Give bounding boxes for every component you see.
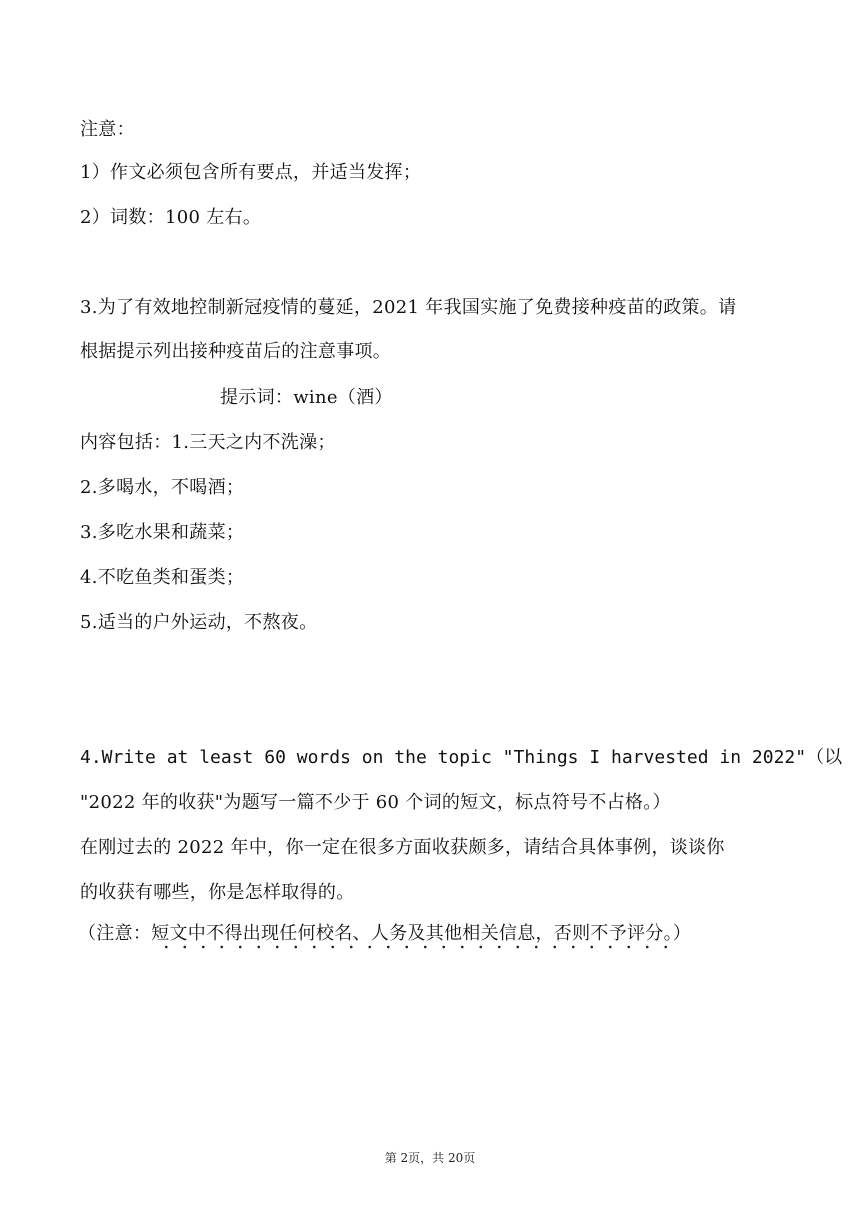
question3-hint: 提示词：wine（酒） — [220, 387, 393, 408]
page-footer: 第 2页，共 20页 — [384, 1151, 476, 1165]
question4-notice — [78, 920, 860, 948]
question3-point-4: 4.不吃鱼类和蛋类； — [80, 567, 245, 588]
question4-desc-line1: 在刚过去的 2022 年中，你一定在很多方面收获颇多，请结合具体事例，谈谈你 — [80, 837, 725, 858]
note-item-2: 2）词数：100 左右。 — [80, 207, 262, 228]
question4-desc-line2: 的收获有哪些，你是怎样取得的。 — [80, 882, 355, 903]
question4-title-line2: "2022 年的收获"为题写一篇不少于 60 个词的短文，标点符号不占格。） — [80, 792, 671, 813]
question4-notice-prefix: （注意： — [78, 923, 152, 944]
note-item-1: 1）作文必须包含所有要点，并适当发挥； — [80, 162, 422, 183]
question4-title-line1: 4.Write at least 60 words on the topic "Things I harvested in 2022"（以 — [80, 747, 843, 768]
question3-point-2: 2.多喝水，不喝酒； — [80, 477, 245, 498]
question4-notice-emphasis: 短文中不得出现任何校名、人务及其他相关信息，否则不予评分。 — [151, 923, 673, 950]
note-heading: 注意： — [80, 119, 135, 140]
question3-prompt-line1: 3.为了有效地控制新冠疫情的蔓延，2021 年我国实施了免费接种疫苗的政策。请 — [80, 297, 737, 318]
question4-notice-suffix: ） — [672, 923, 692, 944]
question3-point-5: 5.适当的户外运动，不熬夜。 — [80, 612, 318, 633]
question3-point-3: 3.多吃水果和蔬菜； — [80, 522, 245, 543]
question3-prompt-line2: 根据提示列出接种疫苗后的注意事项。 — [80, 341, 392, 362]
question3-content-intro: 内容包括：1.三天之内不洗澡； — [80, 432, 336, 453]
